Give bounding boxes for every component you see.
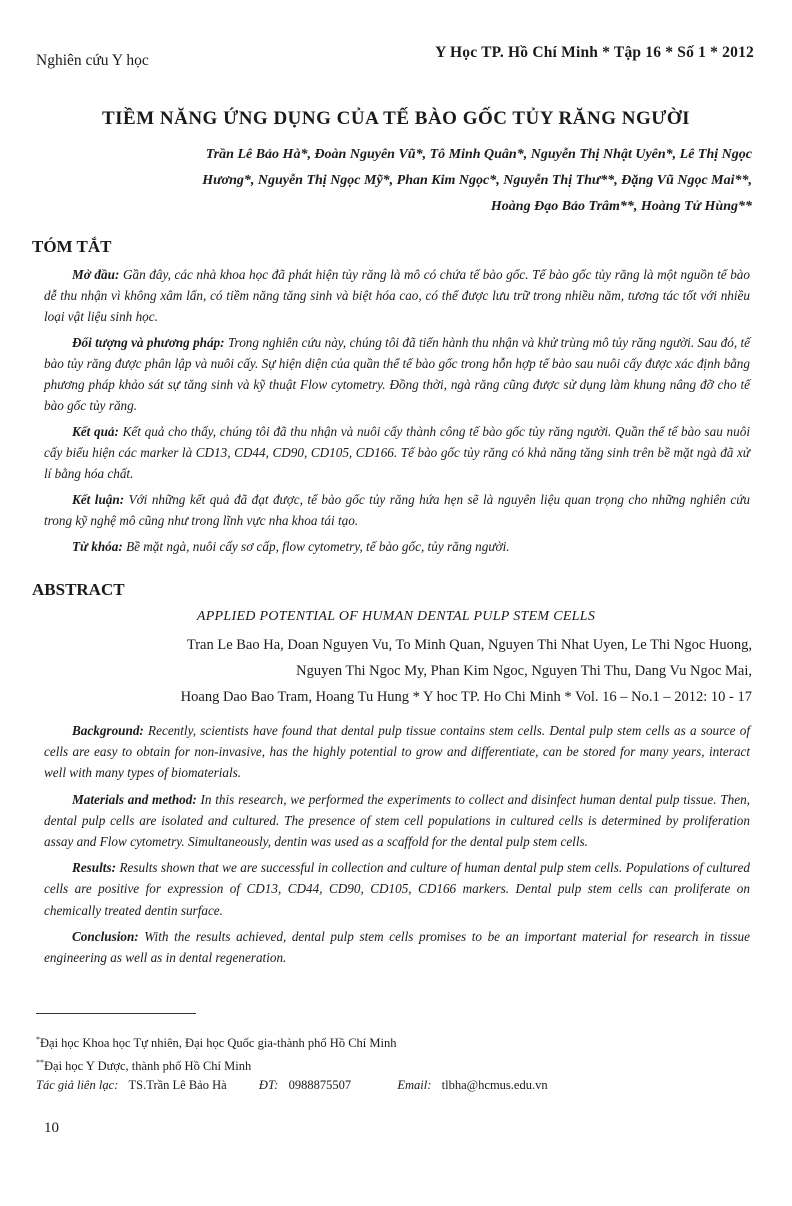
tomtat-keywords-text: Bề mặt ngà, nuôi cấy sơ cấp, flow cytometry, tế bào gốc, tủy răng người. [122,539,510,554]
tomtat-keywords-label: Từ khóa: [72,539,123,554]
journal-citation-header: Y Học TP. Hồ Chí Minh * Tập 16 * Số 1 * 2012 [435,44,754,61]
footnote-marker-1: * [36,1035,40,1044]
journal-section-label: Nghiên cứu Y học [36,52,149,69]
tomtat-methods [44,332,750,416]
abstract-background-text: Recently, scientists have found that dental pulp tissue contains stem cells. Dental pulp stem cells as a source of cells are easy to obtain for non-invasive, has the highly potential to grow and differentiate, can be stored for many years, interact well with many types of biomaterials. [44,723,750,781]
abstract-body [44,720,750,973]
author-list-english [32,632,752,710]
section-heading-tomtat: TÓM TẮT [32,237,112,256]
abstract-conclusion-label: Conclusion: [72,928,139,944]
abstract-methods-label: Materials and method: [72,791,197,807]
tomtat-intro [44,264,750,327]
phone-label: ĐT: [258,1078,279,1093]
footnote-divider [36,1013,196,1014]
footnote-contact [36,1076,756,1095]
abstract-author-line-2: Nguyen Thi Ngoc My, Phan Kim Ngoc, Nguyen Thi Thu, Dang Vu Ngoc Mai, [296,663,752,679]
footnote-affiliation-1-text: Đại học Khoa học Tự nhiên, Đại học Quốc gia-thành phố Hồ Chí Minh [40,1036,397,1051]
page-number: 10 [44,1120,59,1136]
abstract-conclusion [44,926,750,968]
tomtat-conclusion-label: Kết luận: [72,492,125,507]
footnote-affiliation-1 [36,1030,756,1053]
section-heading-abstract: ABSTRACT [32,580,125,599]
tomtat-methods-text: Trong nghiên cứu này, chúng tôi đã tiến hành thu nhận và khử trùng mô tủy răng người. Sau đó, tế bào tủy răng được phân lập và nuôi cấy. Sự hiện diện của quần thể tế bào gốc trong hỗn hợp tế bào sau nuôi cấy được xác định bằng phương pháp khảo sát sự tăng sinh và kỹ thuật Flow cytometry. Đồng thời, ngà răng cũng được sử dụng làm khung nâng đỡ cho tế bào gốc tủy răng. [44,335,751,413]
tomtat-keywords [44,536,750,557]
tomtat-conclusion [44,489,750,531]
abstract-results-label: Results: [72,860,116,876]
abstract-results [44,857,750,921]
abstract-author-line-3: Hoang Dao Bao Tram, Hoang Tu Hung * Y hoc TP. Ho Chi Minh * Vol. 16 – No.1 – 2012: 10 - 17 [180,689,752,705]
tomtat-intro-label: Mở đầu: [72,267,120,282]
footnotes [36,1030,756,1095]
author-line-1: Trần Lê Bảo Hà*, Đoàn Nguyên Vũ*, Tô Minh Quân*, Nguyễn Thị Nhật Uyên*, Lê Thị Ngọc [205,147,752,162]
tomtat-results-text: Kết quả cho thấy, chúng tôi đã thu nhận và nuôi cấy thành công tế bào gốc tủy răng người. Quần thể tế bào sau nuôi cấy biểu hiện các marker là CD13, CD44, CD90, CD105, CD166. Tế bào gốc tủy răng có khả năng tăng sinh trên bề mặt ngà đã xử lí bằng hóa chất. [44,424,750,481]
abstract-author-line-1: Tran Le Bao Ha, Doan Nguyen Vu, To Minh Quan, Nguyen Thi Nhat Uyen, Le Thi Ngoc Huong, [186,637,752,653]
author-list-vietnamese [32,142,752,220]
paper-title: TIỀM NĂNG ỨNG DỤNG CỦA TẾ BÀO GỐC TỦY RĂNG NGƯỜI [101,108,691,129]
tomtat-results [44,421,750,484]
footnote-affiliation-2 [36,1053,756,1076]
abstract-title: APPLIED POTENTIAL OF HUMAN DENTAL PULP STEM CELLS [196,609,596,624]
contact-email: tlbha@hcmus.edu.vn [441,1078,548,1093]
footnote-affiliation-2-text: Đại học Y Dược, thành phố Hồ Chí Minh [44,1059,252,1074]
abstract-background [44,720,750,784]
contact-name: TS.Trần Lê Bảo Hà [128,1078,227,1093]
tomtat-conclusion-text: Với những kết quả đã đạt được, tế bào gốc tủy răng hứa hẹn sẽ là nguyên liệu quan trọng cho những nghiên cứu trong kỹ nghệ mô cũng như trong lĩnh vực nha khoa tái tạo. [44,492,750,528]
tomtat-results-label: Kết quả: [72,424,119,439]
abstract-background-label: Background: [72,723,144,738]
abstract-results-text: Results shown that we are successful in collection and culture of human dental pulp stem cells. Populations of cultured cells are positive for expression of CD13, CD44, CD90, CD105, CD166 markers. Dental pulp stem cells can proliferate on chemically treated dentin surface. [44,860,750,918]
email-label: Email: [397,1078,432,1093]
abstract-methods [44,789,750,853]
contact-label: Tác giả liên lạc: [36,1078,119,1093]
tomtat-methods-label: Đối tượng và phương pháp: [72,335,225,350]
contact-phone: 0988875507 [288,1078,352,1093]
tomtat-intro-text: Gần đây, các nhà khoa học đã phát hiện tủy răng là mô có chứa tế bào gốc. Tế bào gốc tủy răng là một nguồn tế bào dễ thu nhận vì không xâm lấn, có tiềm năng tăng sinh và biệt hóa cao, có thể được lưu trữ trong nhiều năm, tương tác tốt với nhiều loại vật liệu sinh học. [44,267,750,324]
author-line-3: Hoàng Đạo Bảo Trâm**, Hoàng Tử Hùng** [490,199,752,214]
author-line-2: Hương*, Nguyễn Thị Ngọc Mỹ*, Phan Kim Ngọc*, Nguyễn Thị Thư**, Đặng Vũ Ngọc Mai**, [202,173,752,188]
abstract-methods-text: In this research, we performed the experiments to collect and disinfect human dental pulp tissue. Then, dental pulp cells are isolated and cultured. The presence of stem cell populations in cultured cells is determined by proliferation assay and Flow cytometry. Simultaneously, dentin was used as a scaffold for the dental pulp stem cells. [44,791,750,850]
abstract-conclusion-text: With the results achieved, dental pulp stem cells promises to be an important material for research in tissue engineering as well as in dental regeneration. [44,928,750,966]
tomtat-body [44,264,750,562]
footnote-marker-2: ** [36,1058,44,1068]
